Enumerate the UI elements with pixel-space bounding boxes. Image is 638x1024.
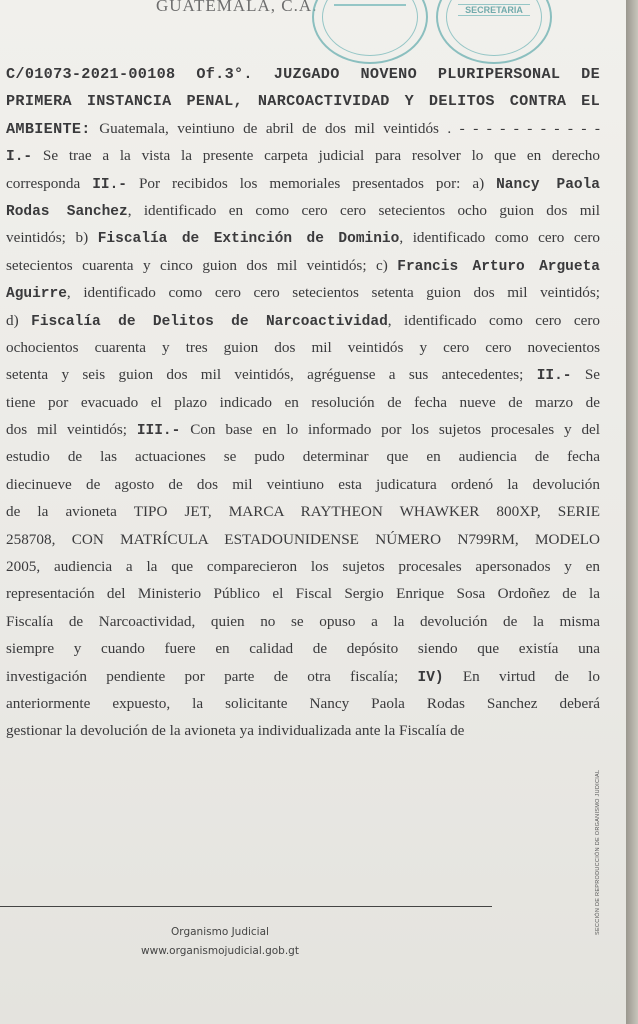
text-segment: Guatemala, veintiuno de abril de dos mil veintidós . - - - - - - - - - - -: [90, 119, 600, 137]
text-segment: d): [6, 311, 32, 329]
text-line: [6, 170, 600, 197]
text-segment: dos mil veintidós;: [6, 421, 137, 439]
text-line: [6, 608, 600, 635]
text-segment: veintidós; b): [6, 229, 98, 247]
text-line: [6, 526, 600, 553]
text-segment: , identificado como cero cero: [399, 229, 600, 247]
text-line: [6, 115, 600, 142]
bold-text-segment: Fiscalía de Extinción de Dominio: [97, 231, 400, 248]
text-line: [6, 443, 600, 470]
text-segment: Fiscalía de Narcoactividad, quien no se opuso a la devolución de la misma: [6, 612, 600, 630]
text-line: [6, 717, 600, 744]
text-segment: siempre y cuando fuere en calidad de depósito siendo que existía una: [6, 640, 600, 658]
text-segment: Se: [571, 366, 601, 384]
bold-text-segment: IV): [417, 669, 444, 686]
text-line: [6, 389, 600, 416]
text-segment: 2005, audiencia a la que comparecieron los sujetos procesales apersonados y en: [6, 558, 600, 576]
vertical-stamp-text: SECCIÓN DE REPRODUCCIÓN DE ORGANISMO JUDICIAL: [595, 769, 601, 935]
text-segment: de la avioneta TIPO JET, MARCA RAYTHEON WHAWKER 800XP, SERIE: [6, 503, 600, 521]
page-edge-shadow: [626, 0, 638, 1024]
seal-left-label: [334, 4, 406, 6]
bold-text-segment: AMBIENTE:: [6, 119, 91, 138]
text-line: [6, 224, 600, 251]
text-line: [6, 252, 600, 279]
text-segment: setenta y seis guion dos mil veintidós, agréguense a sus antecedentes;: [6, 366, 537, 384]
footer-divider: [0, 906, 492, 907]
text-segment: , identificado como cero cero setecientos setenta guion dos mil veintidós;: [66, 284, 600, 302]
bold-text-segment: Rodas Sanchez: [6, 203, 128, 220]
bold-text-segment: C/01073-2021-00108 Of.3°. JUZGADO NOVENO PLURIPERSONAL DE: [6, 65, 600, 83]
text-segment: corresponda: [6, 174, 93, 192]
vertical-reproduction-stamp: [590, 740, 602, 940]
court-seal-right: [436, 0, 552, 64]
text-segment: , identificado como cero cero: [387, 311, 601, 329]
bold-text-segment: Francis Arturo Argueta: [397, 258, 600, 275]
text-line: [6, 553, 600, 580]
text-segment: setecientos cuarenta y cinco guion dos mil veintidós; c): [6, 256, 398, 274]
text-segment: ochocientos cuarenta y tres guion dos mil veintidós y cero cero novecientos: [6, 338, 600, 356]
bold-text-segment: II.-: [536, 368, 572, 385]
text-segment: gestionar la devolución de la avioneta ya individualizada ante la Fiscalía de: [6, 722, 465, 740]
bold-text-segment: I.-: [6, 149, 33, 166]
text-line: [6, 307, 600, 334]
text-line: [6, 87, 600, 114]
text-line: [6, 580, 600, 607]
text-line: [6, 334, 600, 361]
text-line: [6, 142, 600, 169]
bold-text-segment: Aguirre: [6, 286, 67, 303]
footer-organization: Organismo Judicial: [171, 926, 269, 938]
seal-right-label: SECRETARIA: [458, 4, 530, 16]
text-segment: Por recibidos los memoriales presentados por: a): [127, 174, 497, 192]
text-segment: tiene por evacuado el plazo indicado en resolución de fecha nueve de marzo de: [6, 393, 600, 411]
text-line: [6, 416, 600, 443]
text-line: [6, 279, 600, 306]
text-segment: , identificado en como cero cero setecientos ocho guion dos mil: [127, 201, 600, 219]
text-segment: diecinueve de agosto de dos mil veintiuno esta judicatura ordenó la devolución: [6, 475, 600, 493]
bold-text-segment: Nancy Paola: [496, 176, 601, 193]
text-line: [6, 635, 600, 662]
bold-text-segment: PRIMERA INSTANCIA PENAL, NARCOACTIVIDAD Y DELITOS CONTRA EL: [6, 92, 600, 111]
text-line: [6, 690, 600, 717]
text-line: [6, 197, 600, 224]
text-segment: estudio de las actuaciones se pudo determinar que en audiencia de fecha: [6, 448, 600, 466]
text-line: [6, 663, 600, 690]
bold-text-segment: III.-: [136, 423, 181, 440]
text-line: [6, 60, 600, 87]
resolution-body: [6, 60, 600, 745]
text-segment: anteriormente expuesto, la solicitante Nancy Paola Rodas Sanchez deberá: [6, 694, 600, 712]
text-line: [6, 471, 600, 498]
location-heading: GUATEMALA, C.A.: [156, 0, 318, 15]
text-line: [6, 361, 600, 388]
bold-text-segment: II.-: [92, 176, 128, 193]
text-segment: En virtud de lo: [443, 667, 600, 685]
bold-text-segment: Fiscalía de Delitos de Narcoactividad: [31, 313, 388, 330]
text-segment: Se trae a la vista la presente carpeta judicial para resolver lo que en derecho: [32, 147, 600, 165]
footer-website: www.organismojudicial.gob.gt: [141, 945, 299, 957]
text-segment: Con base en lo informado por los sujetos procesales y del: [180, 421, 600, 439]
text-segment: investigación pendiente por parte de otra fiscalía;: [6, 667, 418, 685]
court-seal-left: [312, 0, 428, 64]
text-segment: 258708, CON MATRÍCULA ESTADOUNIDENSE NÚMERO N799RM, MODELO: [6, 530, 600, 548]
text-segment: representación del Ministerio Público el Fiscal Sergio Enrique Sosa Ordoñez de la: [6, 585, 600, 603]
text-line: [6, 498, 600, 525]
